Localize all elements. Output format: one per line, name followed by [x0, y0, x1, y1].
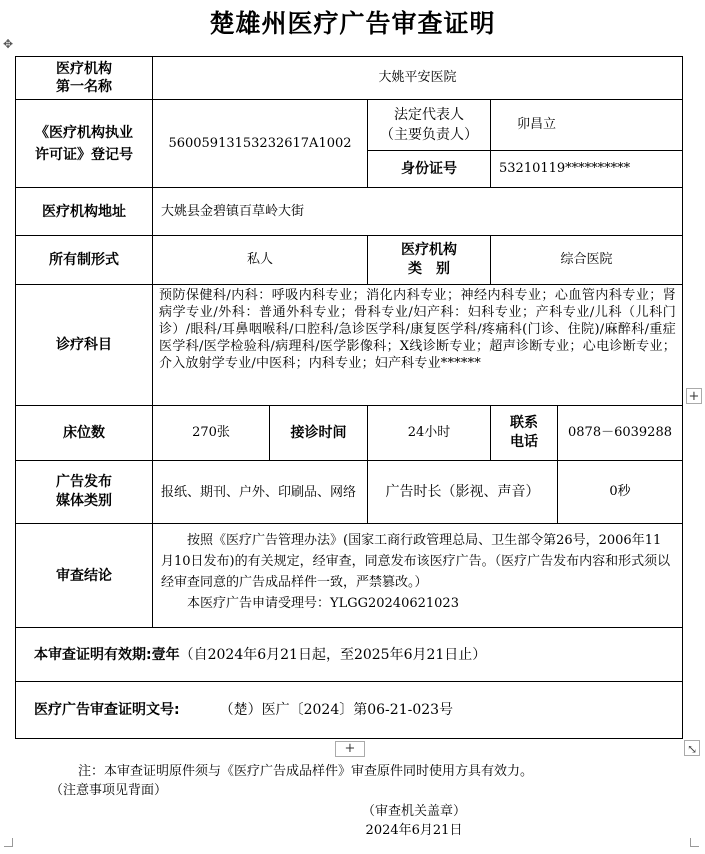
- seal-label: （审查机关盖章）: [362, 804, 467, 819]
- label-ownership: 所有制形式: [15, 235, 153, 285]
- label-departments: 诊疗科目: [15, 284, 153, 406]
- label-media: 广告发布 媒体类别: [15, 460, 153, 524]
- validity-row[interactable]: [15, 627, 683, 682]
- value-media[interactable]: 报纸、期刊、户外、印刷品、网络: [152, 460, 368, 524]
- label-address: 医疗机构地址: [15, 187, 153, 236]
- document-title: 楚雄州医疗广告审查证明: [209, 9, 496, 38]
- add-column-icon[interactable]: +: [686, 388, 702, 404]
- label-legal-rep: 法定代表人 （主要负责人）: [367, 99, 491, 151]
- value-beds[interactable]: 270张: [152, 405, 270, 461]
- label-phone: 联系 电话: [490, 405, 558, 461]
- certificate-number-label: 医疗广告审查证明文号:: [34, 702, 180, 718]
- label-duration: 广告时长（影视、声音）: [367, 460, 558, 524]
- issue-date: 2024年6月21日: [365, 823, 463, 838]
- value-legal-rep[interactable]: 卯昌立: [490, 99, 683, 151]
- value-license-no[interactable]: 56005913153232617A1002: [152, 99, 368, 188]
- value-duration[interactable]: 0秒: [557, 460, 683, 524]
- add-row-icon[interactable]: +: [335, 741, 365, 757]
- footer-note: [50, 762, 690, 800]
- label-conclusion: 审查结论: [15, 523, 153, 628]
- value-hours[interactable]: 24小时: [367, 405, 491, 461]
- seal-block: [362, 802, 466, 840]
- value-conclusion[interactable]: [152, 523, 683, 628]
- label-license-no: 《医疗机构执业 许可证》登记号: [15, 99, 153, 188]
- validity-range: （自2024年6月21日起，至2025年6月21日止）: [179, 646, 487, 663]
- page-corner-mark: [690, 838, 699, 847]
- label-beds: 床位数: [15, 405, 153, 461]
- value-institution-name[interactable]: 大姚平安医院: [152, 56, 683, 100]
- value-phone[interactable]: 0878－6039288: [557, 405, 683, 461]
- conclusion-paragraph: 按照《医疗广告管理办法》(国家工商行政管理总局、卫生部令第26号，2006年11月10日发布)的有关规定，经审查，同意发布该医疗广告。（医疗广告发布内容和形式须以经审查同意的广告成品样件一致，严禁篡改。）: [161, 533, 671, 590]
- footer-note-line1: 注：本审查证明原件须与《医疗广告成品样件》审查原件同时使用方具有效力。: [78, 764, 534, 779]
- label-institution-name: 医疗机构 第一名称: [15, 56, 153, 100]
- label-hours: 接诊时间: [269, 405, 368, 461]
- value-departments[interactable]: 预防保健科/内科：呼吸内科专业；消化内科专业；神经内科专业；心血管内科专业；肾病学专业/外科：普通外科专业；骨科专业/妇产科：妇科专业；产科专业/儿科（儿科门诊）/眼科/耳鼻咽喉科/口腔科/急诊医学科/康复医学科/疼痛科(门诊、住院)/麻醉科/重症医学科/医学检验科/病理科/医学影像科；X线诊断专业；超声诊断专业；心电诊断专业；介入放射学专业/中医科；内科专业；妇产科专业******: [152, 284, 683, 406]
- validity-label: 本审查证明有效期:壹年: [34, 646, 180, 663]
- value-address[interactable]: 大姚县金碧镇百草岭大街: [152, 187, 683, 236]
- label-institution-type: 医疗机构 类 别: [367, 235, 491, 285]
- certificate-number-row[interactable]: [15, 681, 683, 739]
- certificate-number-value: （楚）医广〔2024〕第06-21-023号: [219, 702, 454, 718]
- value-institution-type[interactable]: 综合医院: [490, 235, 683, 285]
- table-move-handle-icon[interactable]: ✥: [2, 37, 14, 51]
- value-ownership[interactable]: 私人: [152, 235, 368, 285]
- page-corner-mark: [4, 838, 13, 847]
- application-number: 本医疗广告申请受理号：YLGG20240621023: [187, 596, 459, 611]
- footer-note-line2: （注意事项见背面）: [50, 783, 168, 798]
- label-id-number: 身份证号: [367, 150, 491, 188]
- table-resize-icon[interactable]: ⤡: [684, 740, 700, 756]
- value-id-number[interactable]: 53210119**********: [490, 150, 683, 188]
